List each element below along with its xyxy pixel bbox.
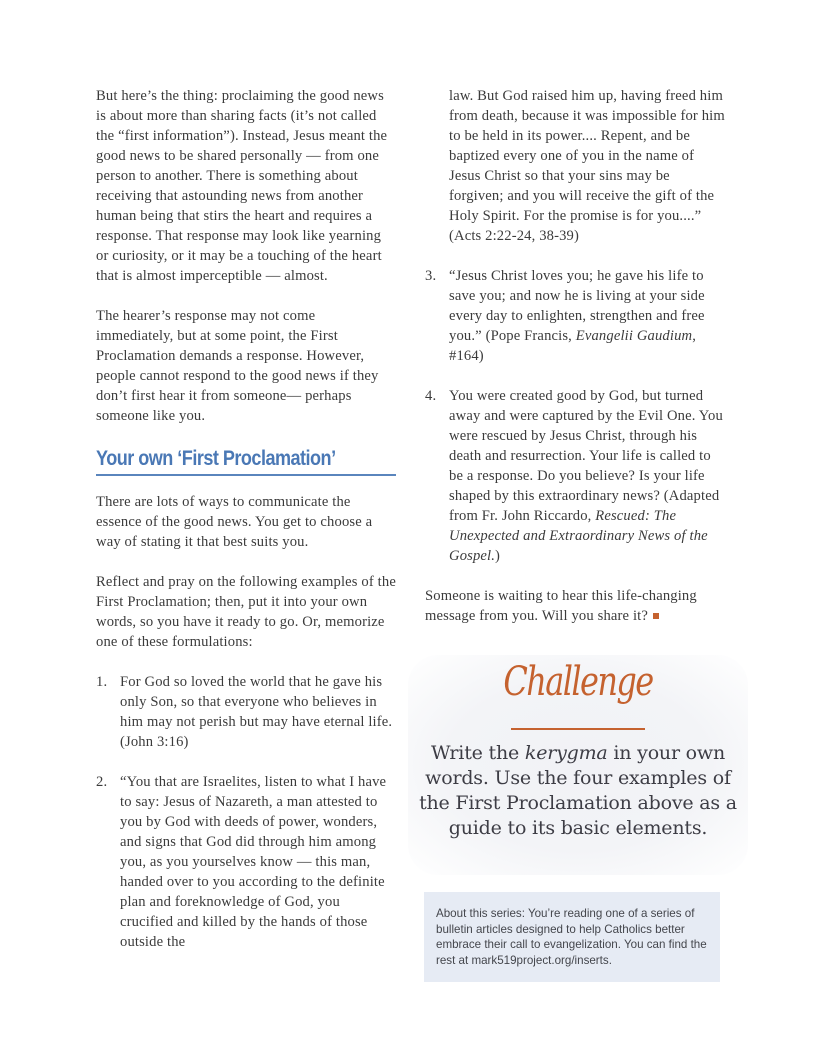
example-text: “Jesus Christ loves you; he gave his life to save you; and now he is living at your side every day to enlighten, strengthen and free you.” (Pope Francis, — [449, 268, 705, 344]
right-column — [425, 86, 725, 626]
example-item-3 — [425, 266, 725, 366]
left-column — [96, 86, 396, 952]
example-text-part1: “You that are Israelites, listen to what I have to say: Jesus of Nazareth, a man attested to you by God with deeds of power, wonders, and signs that God did through him among you, as you yourselves know — this man, handed over to you according to the definite plan and foreknowledge of God, you crucified and killed by the hands of those outside the — [120, 773, 387, 950]
example-number: 2. — [96, 773, 108, 790]
example-text: You were created good by God, but turned away and were captured by the Evil One. You were rescued by Jesus Christ, through his death and resurrection. Your life is called to be a response. Do you believe? Is your life shaped by this extraordinary news? (Adapted from Fr. John Riccardo, — [449, 388, 723, 524]
closing-text: Someone is waiting to hear this life-changing message from you. Will you share it? — [425, 588, 697, 624]
challenge-text-before: Write the — [430, 742, 525, 764]
reflect-paragraph: Reflect and pray on the following examples of the First Proclamation; then, put it into your own words, so you have it ready to go. Or, memorize one of these formulations: — [96, 573, 396, 650]
heading-underline — [96, 474, 396, 476]
example-number: 4. — [425, 388, 437, 404]
example-text-part2: law. But God raised him up, having freed him from death, because it was impossible for him to be held in its power.... Repent, and be baptized every one of you in the name of Jesus Christ so that your sins may be forgiven; and you will receive the gift of the Holy Spirit. For the promise is for you....” (Acts 2:22-24, 38-39) — [449, 88, 725, 244]
example-item-2-continued — [425, 86, 725, 246]
example-number: 1. — [96, 673, 108, 690]
challenge-text — [408, 741, 748, 841]
about-series-text: About this series: You’re reading one of a series of bulletin articles designed to help Catholics better embrace their call to evangelization. You can find the rest at mark519project.org/inserts. — [436, 907, 707, 967]
challenge-title: Challenge — [503, 659, 653, 705]
challenge-underline — [511, 728, 645, 730]
example-number: 3. — [425, 268, 437, 284]
response-paragraph: The hearer’s response may not come immediately, but at some point, the First Proclamation demands a response. However, people cannot respond to the good news if they don’t first hear it from someone— perhaps someone like you. — [96, 308, 379, 424]
challenge-box — [408, 655, 748, 875]
challenge-text-italic: kerygma — [524, 742, 608, 764]
example-source-tail: , #164) — [449, 328, 697, 364]
example-source-italic: Rescued: The Unexpected and Extraordinary News of the Gospel. — [449, 508, 708, 564]
closing-paragraph — [425, 586, 731, 626]
end-mark-icon — [653, 613, 659, 619]
challenge-text-after: in your own words. Use the four examples of the First Proclamation above as a guide to its basic elements. — [419, 742, 737, 839]
section-heading: Your own ‘First Proclamation’ — [96, 447, 336, 470]
intro-paragraph: But here’s the thing: proclaiming the good news is about more than sharing facts (it’s not called the “first information”). Instead, Jesus meant the good news to be shared personally — from one person to another. There is something about receiving that astounding news from another human being that stirs the heart and requires a response. That response may look like yearning or curiosity, or it may be a touching of the heart that is almost imperceptible — almost. — [96, 88, 388, 284]
example-item-1 — [96, 672, 396, 752]
about-series-box — [424, 892, 720, 982]
example-source-tail: ) — [495, 548, 501, 564]
example-item-4 — [425, 386, 725, 566]
example-text: For God so loved the world that he gave his only Son, so that everyone who believes in him may not perish but may have eternal life. (John 3:16) — [120, 673, 393, 750]
example-item-2 — [96, 772, 396, 952]
ways-paragraph: There are lots of ways to communicate the essence of the good news. You get to choose a way of stating it that best suits you. — [96, 493, 373, 550]
example-source-italic: Evangelii Gaudium — [575, 328, 693, 344]
